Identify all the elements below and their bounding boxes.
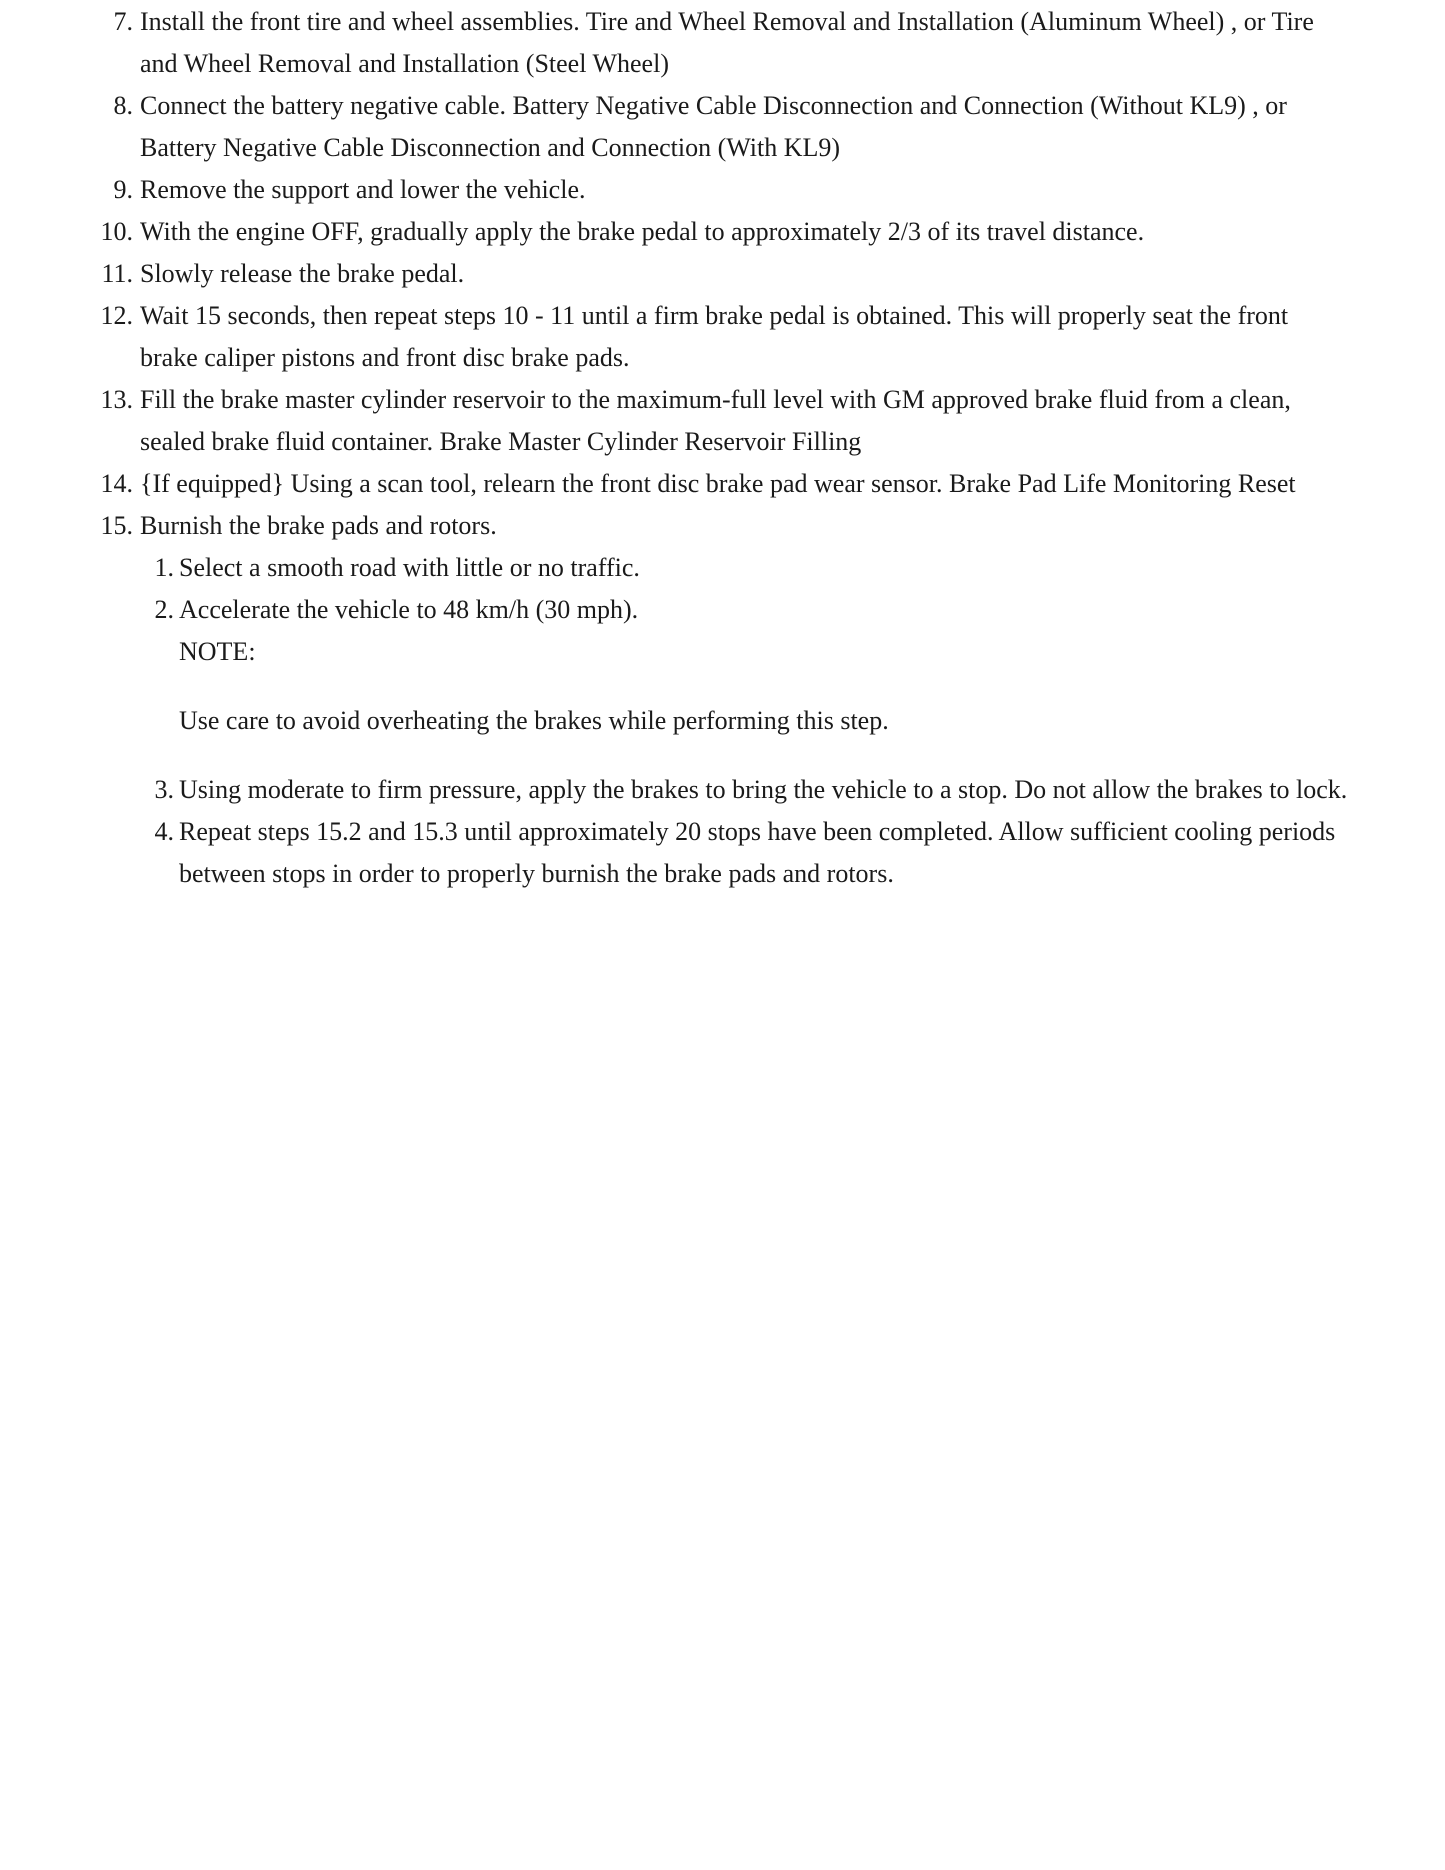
note-text: Use care to avoid overheating the brakes while performing this step. (179, 706, 889, 735)
substep-number: 2. (154, 595, 174, 624)
substep-number: 3. (154, 775, 174, 804)
step-11 (0, 253, 1350, 295)
step-number: 8. (113, 91, 133, 120)
step-text: Connect the battery negative cable. Battery Negative Cable Disconnection and Connection (Without KL9) , or Battery Negative Cable Disconnection and Connection (With KL9) (140, 91, 1287, 162)
substep-number: 4. (154, 817, 174, 846)
procedure-steps-list (0, 1, 1445, 895)
step-text: {If equipped} Using a scan tool, relearn the front disc brake pad wear sensor. Brake Pad Life Monitoring Reset (140, 469, 1296, 498)
step-12 (0, 295, 1350, 379)
substep-text: Accelerate the vehicle to 48 km/h (30 mph). (179, 595, 639, 624)
step-7 (0, 1, 1350, 85)
substep-text: Repeat steps 15.2 and 15.3 until approximately 20 stops have been completed. Allow sufficient cooling periods between stops in order to properly burnish the brake pads and rotors. (179, 817, 1336, 888)
step-number: 14. (100, 469, 133, 498)
step-number: 11. (101, 259, 133, 288)
step-10 (0, 211, 1350, 253)
step-text: Slowly release the brake pedal. (140, 259, 465, 288)
note-label: NOTE: (179, 637, 256, 666)
step-9 (0, 169, 1350, 211)
step-text: Wait 15 seconds, then repeat steps 10 - 11 until a firm brake pedal is obtained. This will properly seat the front brake caliper pistons and front disc brake pads. (140, 301, 1289, 372)
step-text: Remove the support and lower the vehicle. (140, 175, 586, 204)
step-number: 7. (113, 7, 133, 36)
step-14 (0, 463, 1350, 505)
step-text: Install the front tire and wheel assemblies. Tire and Wheel Removal and Installation (Aluminum Wheel) , or Tire and Wheel Removal and Installation (Steel Wheel) (140, 7, 1314, 78)
step-15 (0, 505, 1350, 895)
burnish-substeps-list (140, 547, 1350, 895)
substep-1 (140, 547, 1350, 589)
step-text: With the engine OFF, gradually apply the brake pedal to approximately 2/3 of its travel distance. (140, 217, 1145, 246)
step-text: Fill the brake master cylinder reservoir to the maximum-full level with GM approved brake fluid from a clean, sealed brake fluid container. Brake Master Cylinder Reservoir Filling (140, 385, 1291, 456)
step-number: 12. (100, 301, 133, 330)
step-number: 9. (113, 175, 133, 204)
step-number: 13. (100, 385, 133, 414)
substep-2 (140, 589, 1350, 742)
step-number: 15. (100, 511, 133, 540)
substep-text: Select a smooth road with little or no traffic. (179, 553, 640, 582)
step-number: 10. (100, 217, 133, 246)
step-8 (0, 85, 1350, 169)
substep-3 (140, 769, 1350, 811)
step-13 (0, 379, 1350, 463)
substep-number: 1. (154, 553, 174, 582)
substep-4 (140, 811, 1350, 895)
step-text: Burnish the brake pads and rotors. (140, 511, 497, 540)
substep-text: Using moderate to firm pressure, apply the brakes to bring the vehicle to a stop. Do not allow the brakes to lock. (179, 775, 1348, 804)
